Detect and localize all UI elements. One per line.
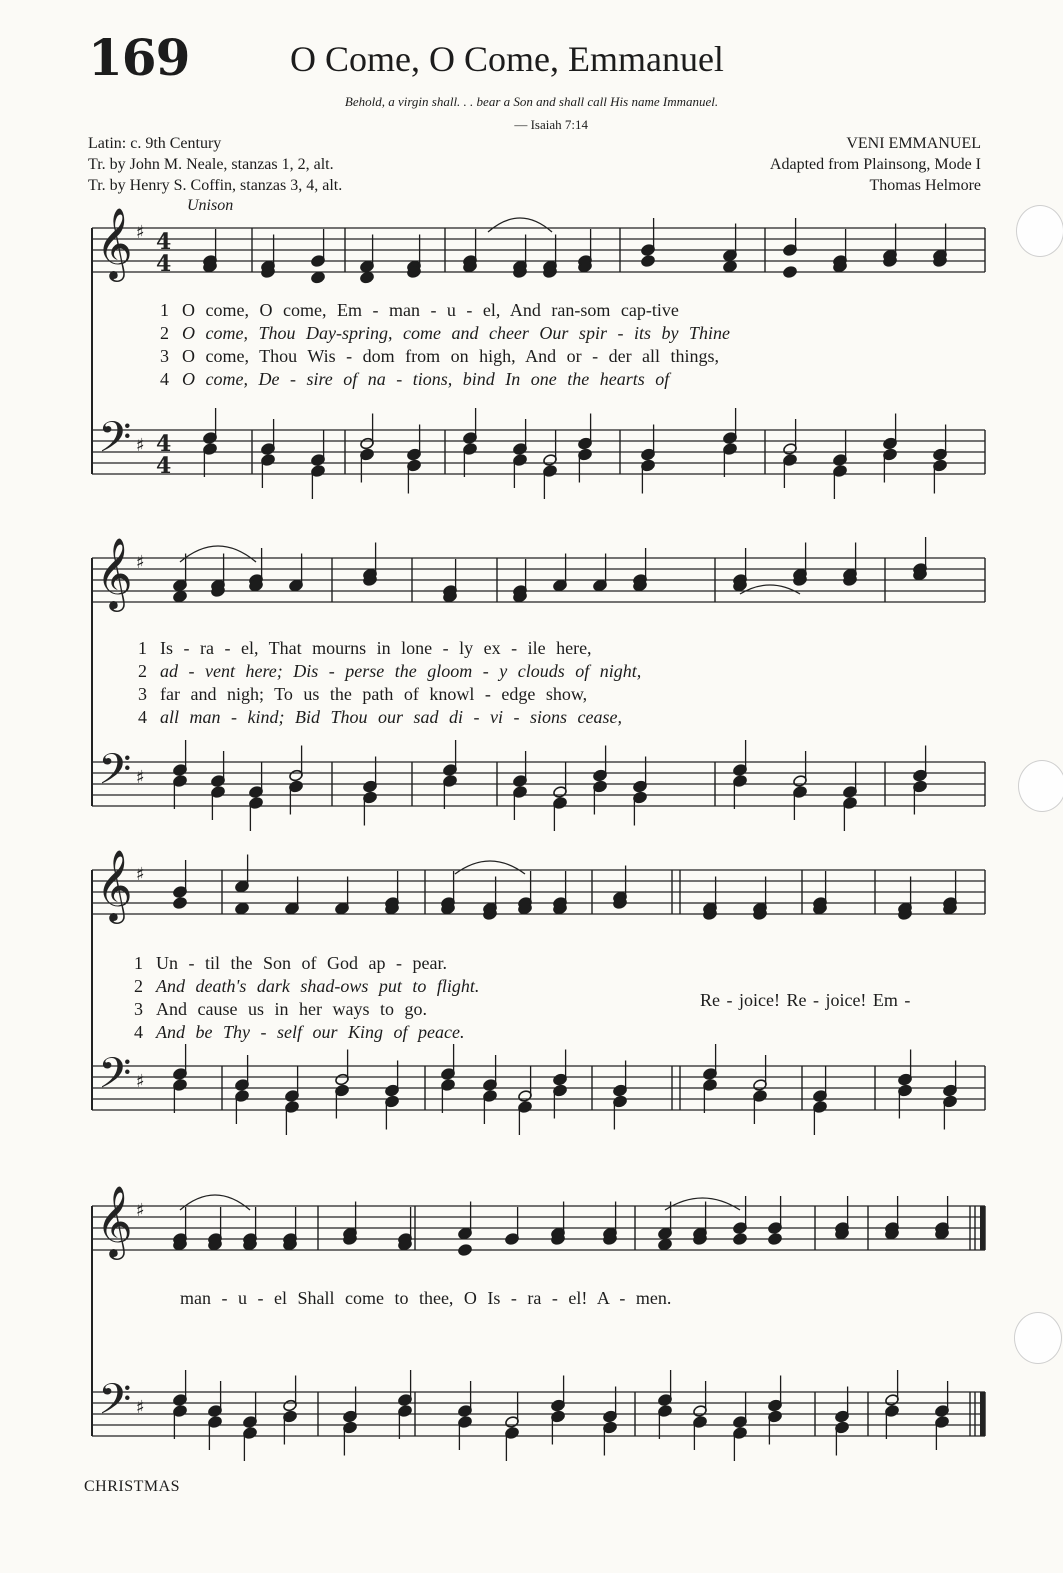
notehead [360, 271, 375, 284]
lyric-text: O come, O come, Em - man - u - el, And ran-som cap-tive [182, 300, 679, 320]
lyric-line [160, 346, 980, 367]
key-signature-sharp-icon: ♯ [136, 864, 145, 885]
lyric-text: ad - vent here; Dis - perse the gloom - y clouds of night, [160, 661, 642, 681]
treble-clef-icon: 𝄞 [96, 536, 133, 609]
hymn-title: O Come, O Come, Emmanuel [290, 39, 724, 79]
stanza-number: 1 [160, 300, 169, 320]
lyric-text: And be Thy - self our King of peace. [156, 1022, 465, 1042]
credit-line: Tr. by Henry S. Coffin, stanzas 3, 4, alt. [88, 177, 343, 194]
lyric-line [158, 1288, 958, 1309]
lyric-text: Is - ra - el, That mourns in lone - ly ex - ile here, [160, 638, 592, 658]
bass-clef-icon: 𝄢 [98, 1375, 132, 1435]
slur [455, 861, 525, 874]
lyric-line [134, 953, 654, 974]
lyric-text: And death's dark shad-ows put to flight. [156, 976, 480, 996]
lyric-line [134, 1022, 654, 1043]
stanza-number: 2 [134, 976, 143, 996]
time-signature: 4 [156, 453, 172, 479]
stanza-number: 3 [160, 346, 169, 366]
slur [665, 1198, 740, 1210]
notehead [311, 271, 326, 284]
credit-line: Adapted from Plainsong, Mode I [769, 156, 981, 173]
final-barline [980, 1206, 985, 1250]
lyric-text: far and nigh; To us the path of knowl - edge show, [160, 684, 588, 704]
notehead [733, 1233, 748, 1246]
lyric-text: all man - kind; Bid Thou our sad di - vi - sions cease, [160, 707, 622, 727]
bass-clef-icon: 𝄢 [98, 1049, 132, 1109]
lyric-line [138, 638, 948, 659]
key-signature-sharp-icon: ♯ [136, 1200, 145, 1221]
slur [488, 218, 552, 232]
key-signature-sharp-icon: ♯ [136, 435, 145, 456]
key-signature-sharp-icon: ♯ [136, 767, 145, 788]
section-label: CHRISTMAS [84, 1478, 181, 1495]
slur [740, 585, 800, 594]
notehead [783, 266, 798, 279]
key-signature-sharp-icon: ♯ [136, 552, 145, 573]
key-signature-sharp-icon: ♯ [136, 1071, 145, 1092]
stanza-number: 1 [134, 953, 143, 973]
lyric-line [134, 999, 654, 1020]
stanza-number: 4 [134, 1022, 143, 1042]
bass-clef-icon: 𝄢 [98, 413, 132, 473]
stanza-number: 2 [138, 661, 147, 681]
stanza-number: 1 [138, 638, 147, 658]
notehead [768, 1233, 783, 1246]
credit-line: Latin: c. 9th Century [88, 135, 222, 152]
lyric-text: And cause us in her ways to go. [156, 999, 427, 1019]
notehead [658, 1238, 673, 1251]
lyric-text: O come, Thou Wis - dom from on high, And or - der all things, [182, 346, 720, 366]
key-signature-sharp-icon: ♯ [136, 1397, 145, 1418]
lyric-line [134, 976, 654, 997]
scripture-reference: — Isaiah 7:14 [514, 117, 588, 132]
lyric-line [138, 707, 948, 728]
stanza-number: 4 [138, 707, 147, 727]
notehead [173, 590, 188, 603]
treble-clef-icon: 𝄞 [96, 848, 133, 921]
hymn-number: 169 [88, 28, 190, 87]
slur [180, 1195, 250, 1210]
notehead [235, 902, 250, 915]
bass-clef-icon: 𝄢 [98, 745, 132, 805]
stanza-number: 3 [138, 684, 147, 704]
tune-name: VENI EMMANUEL [846, 135, 981, 152]
final-barline [980, 1392, 985, 1436]
time-signature: 4 [156, 431, 172, 457]
lyric-text: man - u - el Shall come to thee, O Is - ra - el! A - men. [180, 1288, 672, 1308]
unison-marking: Unison [187, 197, 234, 214]
time-signature: 4 [156, 251, 172, 277]
notehead [641, 255, 656, 268]
lyric-text: Un - til the Son of God ap - pear. [156, 953, 447, 973]
lyric-line [138, 661, 948, 682]
time-signature: 4 [156, 229, 172, 255]
notehead [458, 1244, 473, 1257]
key-signature-sharp-icon: ♯ [136, 222, 145, 243]
treble-clef-icon: 𝄞 [96, 206, 133, 279]
slur [180, 546, 256, 562]
refrain-lyric: Re - joice! Re - joice! Em - [700, 990, 911, 1010]
lyric-line [160, 300, 980, 321]
scripture-epigraph: Behold, a virgin shall. . . bear a Son and shall call His name Immanuel. [344, 94, 719, 109]
lyric-line [160, 369, 980, 390]
credit-line: Thomas Helmore [869, 177, 981, 194]
notehead [723, 260, 738, 273]
lyric-text: O come, De - sire of na - tions, bind In one the hearts of [182, 369, 670, 389]
stanza-number: 4 [160, 369, 169, 389]
lyric-text: O come, Thou Day-spring, come and cheer Our spir - its by Thine [182, 323, 730, 343]
lyric-line [138, 684, 948, 705]
treble-clef-icon: 𝄞 [96, 1184, 133, 1257]
notehead [173, 897, 188, 910]
lyric-line [160, 323, 980, 344]
stanza-number: 3 [134, 999, 143, 1019]
credit-line: Tr. by John M. Neale, stanzas 1, 2, alt. [88, 156, 334, 173]
stanza-number [158, 1288, 180, 1309]
stanza-number: 2 [160, 323, 169, 343]
